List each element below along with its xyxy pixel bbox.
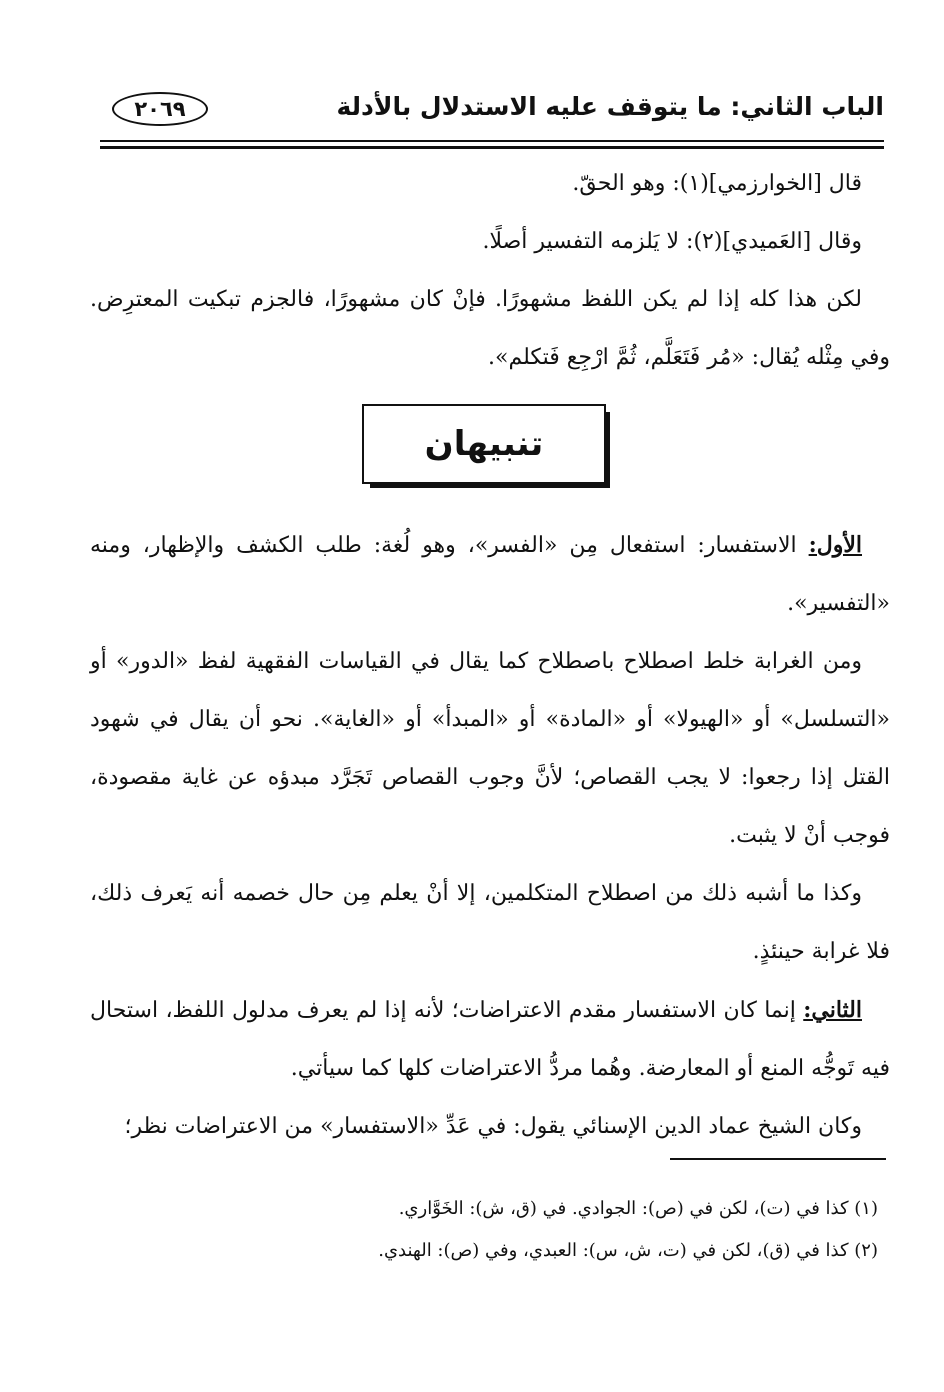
- first-note-lead: الأول:: [808, 532, 862, 558]
- paragraph-second-note: الثاني: إنما كان الاستفسار مقدم الاعتراضات؛ لأنه إذا لم يعرف مدلول اللفظ، استحال فيه تَوجُّه المنع أو المعارضة. وهُما مردُّ الاعتراضات كلها كما سيأتي.: [90, 997, 890, 1081]
- footnote-rule: [670, 1158, 886, 1160]
- chapter-title: الباب الثاني: ما يتوقف عليه الاستدلال بالأدلة: [336, 92, 884, 121]
- body-lower: [90, 516, 890, 1156]
- header-rule-thin: [100, 140, 884, 142]
- paragraph-mutakallimin: وكذا ما أشبه ذلك من اصطلاح المتكلمين، إلا أنْ يعلم مِن حال خصمه أنه يَعرف ذلك، فلا غرابة حينئذٍ.: [90, 881, 890, 964]
- body-upper: [90, 155, 890, 387]
- page-header: [100, 86, 884, 138]
- page-number: ٢٠٦٩: [112, 92, 208, 126]
- paragraph-khwarizmi: قال [الخوارزمي](١): وهو الحقّ.: [572, 171, 862, 196]
- section-title-box: [362, 404, 608, 488]
- footnotes: [90, 1188, 890, 1272]
- paragraph-mashhur: لكن هذا كله إذا لم يكن اللفظ مشهورًا. فإنْ كان مشهورًا، فالجزم تبكيت المعترِض. وفي مِثْله يُقال: «مُر فَتَعَلَّم، ثُمَّ ارْجِع فَتكلم».: [90, 287, 890, 370]
- paragraph-isnai: وكان الشيخ عماد الدين الإسنائي يقول: في عَدِّ «الاستفسار» من الاعتراضات نظر؛: [124, 1114, 862, 1139]
- footnote-2: (٢) كذا في (ق)، لكن في (ت، ش، س): العبدي، وفي (ص): الهندي.: [378, 1240, 878, 1261]
- paragraph-gharaba: ومن الغرابة خلط اصطلاح باصطلاح كما يقال في القياسات الفقهية لفظ «الدور» أو «التسلسل» أو «الهيولا» أو «المادة» أو «المبدأ» أو «الغاية». نحو أن يقال في شهود القتل إذا رجعوا: لا يجب القصاص؛ لأنَّ وجوب القصاص تَجَرَّد مبدؤه عن غاية مقصودة، فوجب أنْ لا يثبت.: [90, 649, 890, 848]
- section-title: تنبيهان: [362, 404, 606, 484]
- footnote-1: (١) كذا في (ت)، لكن في (ص): الجوادي. في (ق، ش): الخَوَّاري.: [398, 1198, 878, 1219]
- paragraph-first-note: الأول: الاستفسار: استفعال مِن «الفسر»، وهو لُغة: طلب الكشف والإظهار، ومنه «التفسير».: [90, 532, 890, 616]
- paragraph-amidi: وقال [العَميدي](٢): لا يَلزمه التفسير أصلًا.: [482, 229, 862, 254]
- header-rule-thick: [100, 146, 884, 149]
- second-note-lead: الثاني:: [803, 997, 862, 1023]
